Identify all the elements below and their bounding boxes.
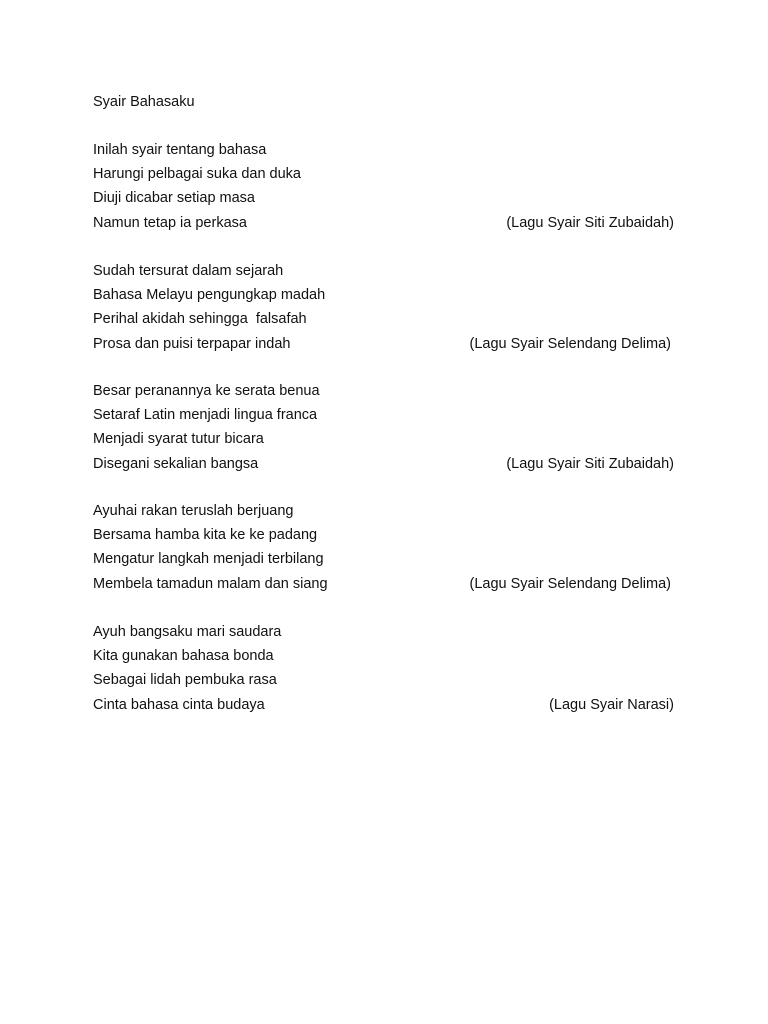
poem-line [93, 696, 674, 720]
line-text: Cinta bahasa cinta budaya [93, 696, 265, 713]
poem-line [93, 165, 674, 189]
line-text: Prosa dan puisi terpapar indah [93, 335, 291, 352]
line-text: Perihal akidah sehingga falsafah [93, 311, 307, 328]
line-text: Besar peranannya ke serata benua [93, 383, 320, 399]
poem-line [93, 550, 674, 574]
song-label: (Lagu Syair Siti Zubaidah) [506, 455, 674, 472]
poem-line [93, 262, 674, 286]
line-text: Sebagai lidah pembuka rasa [93, 672, 277, 689]
song-label: (Lagu Syair Selendang Delima) [469, 335, 671, 352]
poem-line [93, 189, 674, 213]
song-label: (Lagu Syair Narasi) [549, 696, 674, 713]
line-text: Setaraf Latin menjadi lingua franca [93, 407, 318, 424]
poem-line [93, 575, 674, 599]
line-text: Bahasa Melayu pengungkap madah [93, 287, 326, 304]
poem-title: Syair Bahasaku [93, 94, 195, 110]
poem-line [93, 335, 674, 359]
line-text: Kita gunakan bahasa bonda [93, 648, 274, 665]
line-text: Namun tetap ia perkasa [93, 214, 247, 231]
poem-line [93, 141, 674, 165]
song-label: (Lagu Syair Siti Zubaidah) [506, 214, 674, 231]
line-text: Inilah syair tentang bahasa [93, 142, 267, 158]
poem-line [93, 310, 674, 334]
line-text: Harungi pelbagai suka dan duka [93, 166, 301, 183]
poem-line [93, 406, 674, 430]
line-text: Menjadi syarat tutur bicara [93, 431, 264, 448]
poem-line [93, 526, 674, 550]
line-text: Disegani sekalian bangsa [93, 455, 259, 472]
line-text: Mengatur langkah menjadi terbilang [93, 551, 324, 568]
poem-line [93, 286, 674, 310]
poem-line [93, 671, 674, 695]
poem-line [93, 430, 674, 454]
line-text: Membela tamadun malam dan siang [93, 575, 328, 592]
poem-line [93, 623, 674, 647]
poem-line [93, 647, 674, 671]
poem-line [93, 382, 674, 406]
line-text: Bersama hamba kita ke ke padang [93, 527, 318, 544]
poem-line [93, 455, 674, 479]
line-text: Ayuhai rakan teruslah berjuang [93, 503, 294, 519]
poem-line [93, 502, 674, 526]
line-text: Sudah tersurat dalam sejarah [93, 263, 284, 279]
stanza-3 [93, 382, 674, 479]
song-label: (Lagu Syair Selendang Delima) [469, 575, 671, 592]
stanza-5 [93, 623, 674, 720]
stanza-4 [93, 502, 674, 599]
stanza-2 [93, 262, 674, 359]
poem-line [93, 214, 674, 238]
line-text: Ayuh bangsaku mari saudara [93, 624, 282, 640]
line-text: Diuji dicabar setiap masa [93, 190, 255, 207]
stanza-1 [93, 141, 674, 238]
